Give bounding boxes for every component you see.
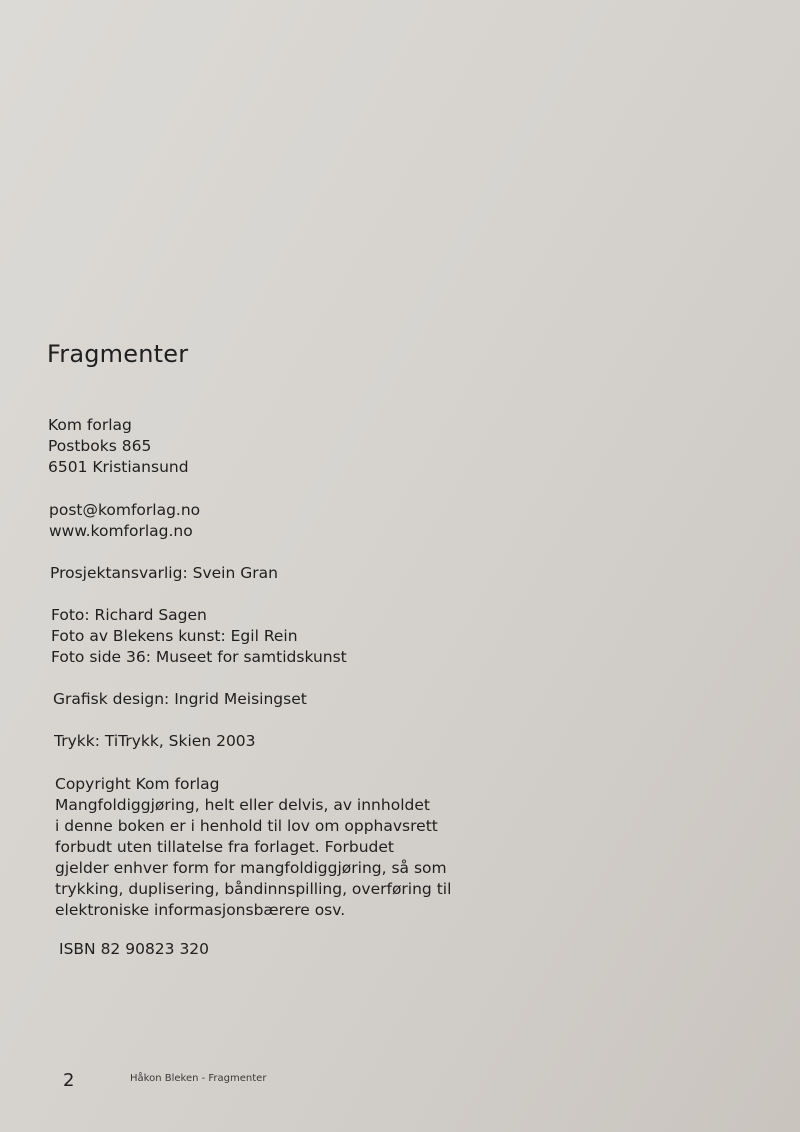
- copyright-line-3: i denne boken er i henhold til lov om opphavsrett: [55, 817, 438, 835]
- copyright-line-6: trykking, duplisering, båndinnspilling, overføring til: [55, 880, 452, 898]
- copyright-line-5: gjelder enhver form for mangfoldiggjøring, så som: [55, 859, 447, 877]
- website-text: www.komforlag.no: [49, 522, 193, 540]
- copyright-line-1: Copyright Kom forlag: [55, 775, 220, 793]
- postbox: Postboks 865: [48, 437, 152, 455]
- postal-city: 6501 Kristiansund: [48, 458, 189, 476]
- page-number: 2: [63, 1070, 75, 1091]
- print-credit-text: Trykk: TiTrykk, Skien 2003: [54, 732, 256, 750]
- isbn-text: ISBN 82 90823 320: [59, 940, 210, 958]
- copyright-notice: [55, 774, 451, 921]
- project-lead-text: Prosjektansvarlig: Svein Gran: [50, 564, 278, 582]
- photo-credit-2: Foto av Blekens kunst: Egil Rein: [51, 627, 298, 645]
- publisher-address: [48, 415, 189, 478]
- project-lead: [50, 563, 278, 584]
- publisher-contact: [49, 500, 200, 542]
- print-credit: [54, 731, 256, 752]
- photo-credits: [51, 605, 347, 668]
- copyright-line-2: Mangfoldiggjøring, helt eller delvis, av innholdet: [55, 796, 430, 814]
- copyright-line-4: forbudt uten tillatelse fra forlaget. Forbudet: [55, 838, 394, 856]
- publisher-name: Kom forlag: [48, 416, 132, 434]
- email-text: post@komforlag.no: [49, 501, 201, 519]
- copyright-line-7: elektroniske informasjonsbærere osv.: [55, 901, 346, 919]
- book-title: Fragmenter: [47, 340, 189, 368]
- photo-credit-3: Foto side 36: Museet for samtidskunst: [51, 648, 347, 666]
- photo-credit-1: Foto: Richard Sagen: [51, 606, 207, 624]
- design-credit-text: Grafisk design: Ingrid Meisingset: [53, 690, 307, 708]
- design-credit: [53, 689, 307, 710]
- isbn: [59, 939, 209, 960]
- running-footer: Håkon Bleken - Fragmenter: [130, 1073, 267, 1084]
